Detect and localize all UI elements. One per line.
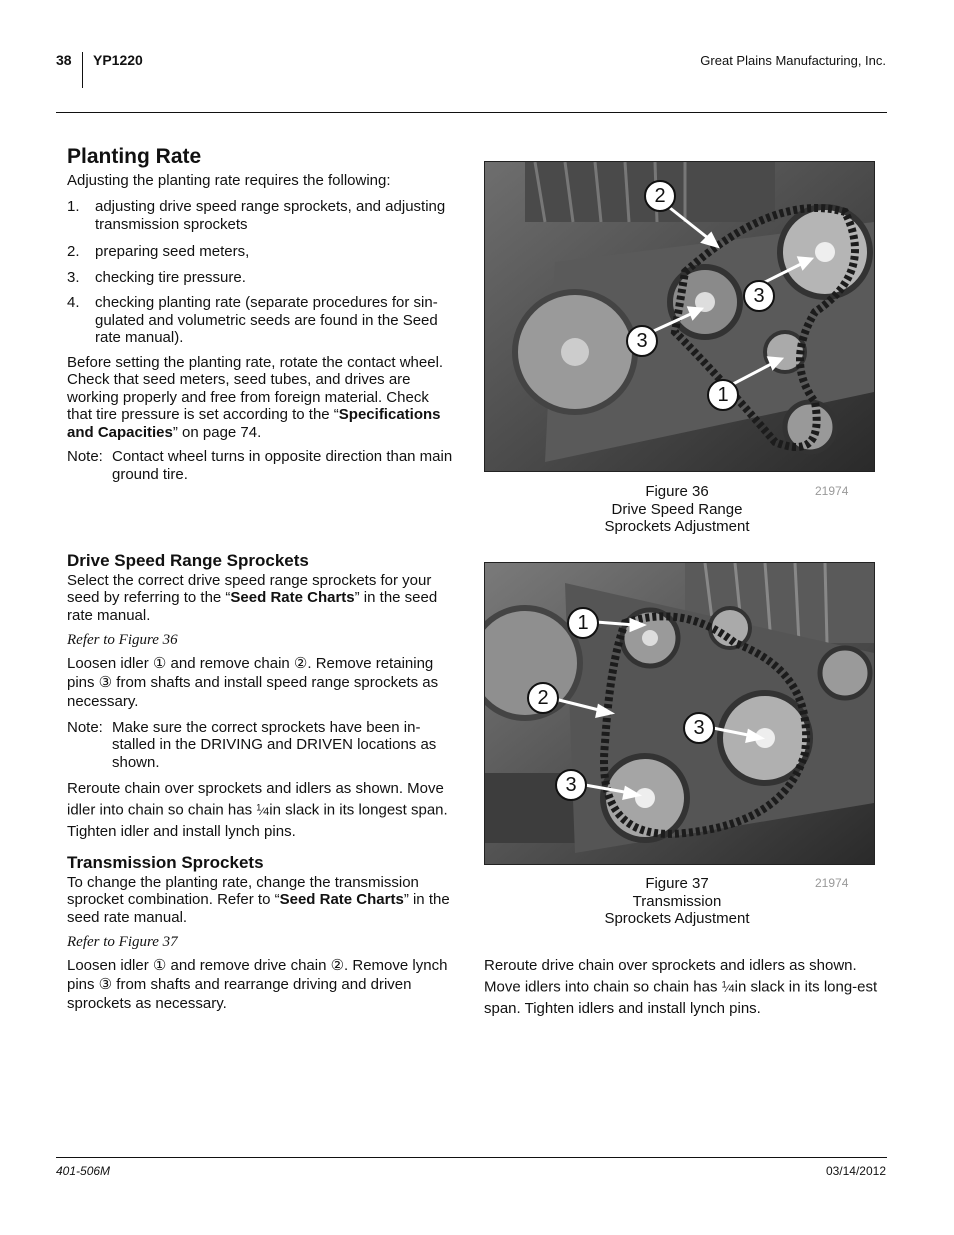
drive-speed-title: Drive Speed Range Sprockets — [67, 551, 309, 570]
planting-rate-intro: Adjusting the planting rate requires the following: — [67, 171, 391, 189]
document-date: 03/14/2012 — [825, 1164, 886, 1178]
planting-rate-title: Planting Rate — [67, 145, 202, 168]
list-item — [67, 294, 457, 347]
right-reroute-paragraph: Reroute drive chain over sprockets and idlers as shown. Move idlers into chain so chain has $^1$⁄4in slack in its long-est span. Tighten idlers and install lynch pins. — [484, 957, 878, 1017]
seed-rate-charts-text: Seed Rate Charts — [230, 589, 355, 606]
list-number: 2. — [67, 243, 80, 260]
header-divider — [82, 52, 83, 88]
callout-3: 3 — [743, 280, 775, 312]
drive-speed-reroute: Reroute chain over sprockets and idlers as shown. Move idler into chain so chain has $^1$⁄4in slack in its longest span. Tighten idler and install lynch pins. — [67, 780, 448, 840]
note — [67, 719, 457, 772]
drive-speed-instructions: Loosen idler ① and remove chain ②. Remove retaining pins ③ from shafts and install speed range sprockets as necessary. — [67, 654, 439, 710]
note-label: Note: — [67, 448, 103, 465]
note-label: Note: — [67, 718, 103, 736]
planting-rate-paragraph: Before setting the planting rate, rotate the contact wheel. Check that seed meters, seed tubes, and drives are working properly and free from foreign material. Check that tire pressure is set according to the “Specifications and Capacities” on page 74. — [67, 353, 444, 441]
note-text: Contact wheel turns in opposite direction than main ground tire. — [112, 448, 453, 483]
figure-36-photo — [484, 161, 875, 472]
list-number: 1. — [67, 198, 80, 215]
list-item — [67, 269, 457, 287]
planting-rate-section — [67, 145, 457, 483]
list-text: checking tire pressure. — [95, 268, 246, 286]
fraction: $^1$⁄4 — [721, 979, 735, 995]
fraction: $^1$⁄4 — [256, 802, 270, 818]
callout-3: 3 — [555, 769, 587, 801]
model-name: YP1220 — [93, 52, 143, 68]
specifications-link-text: Specifications and Capacities — [67, 406, 441, 441]
seed-rate-charts-text: Seed Rate Charts — [279, 891, 404, 908]
header-rule — [56, 112, 887, 113]
list-text: adjusting drive speed range sprockets, and adjusting transmission sprockets — [95, 198, 446, 233]
figure-reference: Refer to Figure 37 — [67, 934, 178, 950]
footer-rule — [56, 1157, 887, 1158]
figure-36-caption: Figure 36 Drive Speed Range Sprockets Adjustment — [604, 483, 750, 535]
figure-36-code: 21974 — [815, 484, 849, 498]
figure-reference: Refer to Figure 36 — [67, 632, 178, 648]
drive-speed-section — [67, 552, 457, 841]
list-number: 4. — [67, 294, 80, 311]
callout-2: 2 — [644, 180, 676, 212]
document-number: 401-506M — [56, 1164, 111, 1178]
list-number: 3. — [67, 268, 80, 286]
transmission-title: Transmission Sprockets — [67, 853, 264, 872]
list-item — [67, 243, 457, 261]
list-text: checking planting rate (separate procedures for sin-gulated and volumetric seeds are found in the Seed rate manual). — [95, 294, 438, 346]
callout-1: 1 — [707, 379, 739, 411]
list-text: preparing seed meters, — [95, 243, 250, 260]
callout-2: 2 — [527, 682, 559, 714]
company-name: Great Plains Manufacturing, Inc. — [700, 53, 886, 68]
list-item — [67, 198, 457, 233]
figure-37-photo — [484, 562, 875, 865]
callout-3: 3 — [683, 712, 715, 744]
callout-3: 3 — [626, 325, 658, 357]
note — [67, 448, 457, 483]
note-text: Make sure the correct sprockets have been in-stalled in the DRIVING and DRIVEN locations as shown. — [112, 718, 437, 771]
transmission-instructions: Loosen idler ① and remove drive chain ②. Remove lynch pins ③ from shafts and rearrange driving and driven sprockets as necessary. — [67, 956, 448, 1012]
sprocket-photo-illustration — [485, 162, 874, 471]
figure-37-caption: Figure 37 Transmission Sprockets Adjustment — [604, 875, 750, 927]
transmission-section — [67, 854, 457, 1013]
callout-1: 1 — [567, 607, 599, 639]
figure-37-code: 21974 — [815, 876, 849, 890]
page-number: 38 — [56, 52, 72, 68]
drive-speed-paragraph: Select the correct drive speed range sprockets for your seed by referring to the “Seed Rate Charts” in the seed rate manual. — [67, 571, 438, 624]
transmission-paragraph: To change the planting rate, change the transmission sprocket combination. Refer to “Seed Rate Charts” in the seed rate manual. — [67, 873, 450, 926]
